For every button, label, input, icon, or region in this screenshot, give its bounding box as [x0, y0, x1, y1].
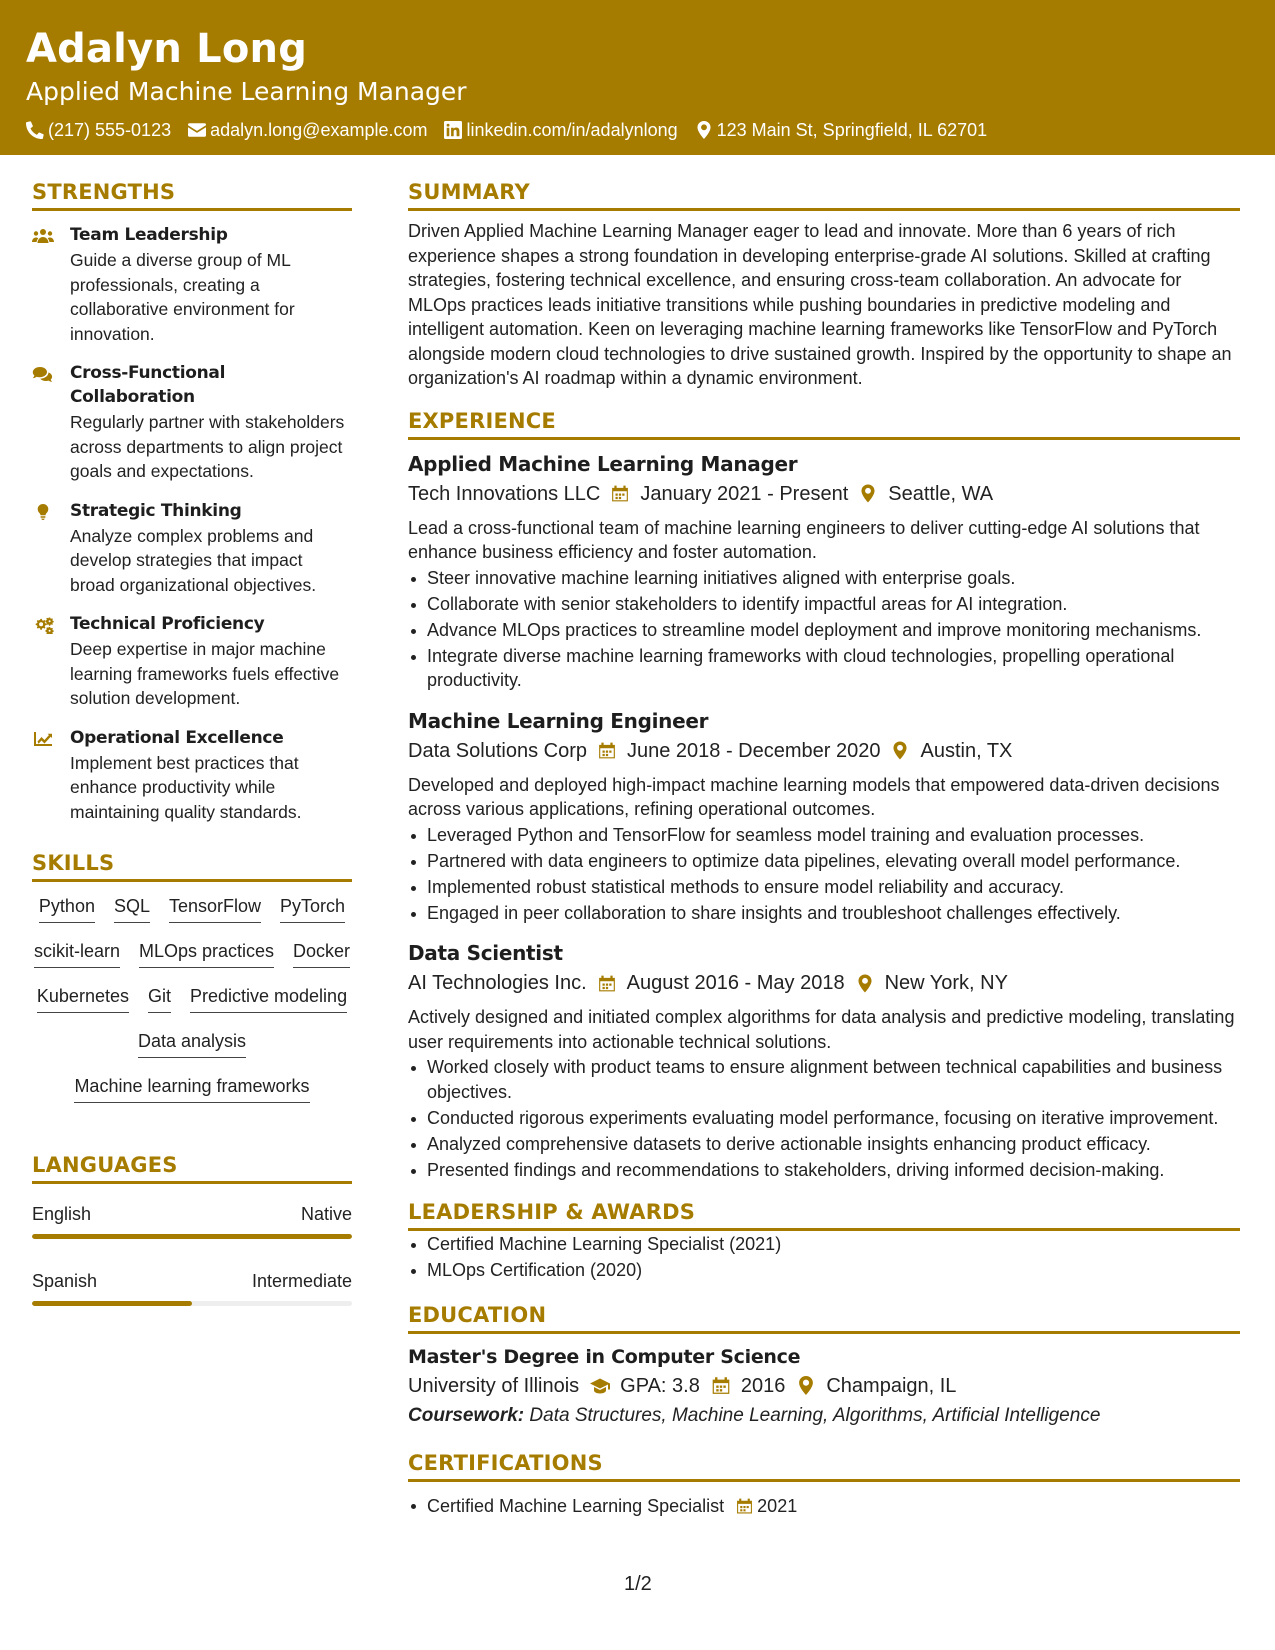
resume-header: [0, 0, 1275, 155]
job-description: Developed and deployed high-impact machine learning models that empowered data-driven decisions across various applications, refining operational outcomes.: [408, 774, 1220, 819]
job-bullets: [408, 823, 1240, 926]
strength-name: Cross-Functional Collaboration: [70, 363, 226, 407]
strength-item: [32, 612, 352, 711]
skills-heading: SKILLS: [32, 849, 352, 882]
calendar-icon: [611, 484, 629, 503]
list-item: Advance MLOps practices to streamline model deployment and improve monitoring mechanisms.: [408, 618, 1240, 643]
summary-heading: SUMMARY: [408, 178, 1240, 211]
language-name: Spanish: [32, 1271, 98, 1291]
envelope-icon: [188, 121, 206, 139]
proficiency-bar: [32, 1301, 352, 1306]
phone-text: (217) 555-0123: [48, 120, 172, 140]
job-description: Actively designed and initiated complex algorithms for data analysis and predictive modeling, translating user requirements into actionable technical solutions.: [408, 1007, 1235, 1052]
page-number: 1/2: [624, 1573, 652, 1595]
job-entry: [408, 939, 1240, 1182]
job-bullets: [408, 1055, 1240, 1182]
comments-icon: [32, 365, 54, 383]
school-name: University of Illinois: [408, 1374, 580, 1397]
strength-name: Technical Proficiency: [70, 614, 265, 634]
map-marker-icon: [856, 974, 874, 993]
list-item: Integrate diverse machine learning frameworks with cloud technologies, propelling operational productivity.: [408, 644, 1240, 693]
job-company: Data Solutions Corp: [408, 739, 587, 762]
strength-item: [32, 361, 352, 484]
job-location: New York, NY: [884, 972, 1008, 994]
job-meta: [408, 969, 1240, 997]
school-location: Champaign, IL: [826, 1374, 957, 1397]
skill-tag: SQL: [114, 894, 150, 923]
job-title: Applied Machine Learning Manager: [408, 451, 798, 476]
skill-tag: Data analysis: [138, 1029, 246, 1058]
list-item: Presented findings and recommendations to stakeholders, driving informed decision-making.: [408, 1158, 1240, 1183]
languages-heading: LANGUAGES: [32, 1151, 352, 1184]
chart-line-icon: [32, 730, 54, 748]
awards-list: [408, 1232, 1240, 1283]
email-text: adalyn.long@example.com: [210, 120, 428, 140]
list-item: Conducted rigorous experiments evaluating model performance, focusing on iterative improvement.: [408, 1106, 1240, 1131]
skill-tag: PyTorch: [280, 894, 345, 923]
strength-desc: Implement best practices that enhance productivity while maintaining quality standards.: [70, 752, 302, 822]
linkedin-contact[interactable]: [444, 118, 677, 142]
list-item: Certified Machine Learning Specialist (2021): [408, 1232, 1240, 1257]
calendar-icon: [598, 974, 616, 993]
job-meta: [408, 737, 1240, 765]
list-item: Collaborate with senior stakeholders to identify impactful areas for AI integration.: [408, 592, 1240, 617]
strength-item: [32, 499, 352, 598]
strength-desc: Guide a diverse group of ML professionals, creating a collaborative environment for innovation.: [70, 250, 295, 344]
list-item: Partnered with data engineers to optimize data pipelines, elevating overall model performance.: [408, 849, 1240, 874]
map-marker-icon: [859, 484, 877, 503]
proficiency-bar: [32, 1234, 352, 1239]
language-name: English: [32, 1204, 92, 1224]
strength-item: [32, 726, 352, 825]
users-icon: [32, 227, 54, 245]
language-item: [32, 1202, 352, 1239]
degree-title: Master's Degree in Computer Science: [408, 1345, 801, 1368]
skill-tag: Machine learning frameworks: [74, 1074, 309, 1103]
job-entry: [408, 707, 1240, 926]
certification-item: [408, 1494, 1240, 1518]
job-title: Machine Learning Engineer: [408, 708, 709, 733]
left-column: [32, 178, 352, 1306]
phone-contact[interactable]: [26, 118, 171, 142]
contact-bar: [26, 118, 1249, 142]
job-company: AI Technologies Inc.: [408, 972, 587, 994]
list-item: Worked closely with product teams to ensure alignment between technical capabilities and business objectives.: [408, 1055, 1240, 1104]
skill-tag: MLOps practices: [139, 939, 274, 968]
strength-name: Strategic Thinking: [70, 500, 242, 521]
graduation-year: 2016: [740, 1374, 786, 1397]
job-description: Lead a cross-functional team of machine learning engineers to deliver cutting-edge AI solutions that enhance business efficiency and foster automation.: [408, 517, 1200, 562]
calendar-icon: [711, 1376, 731, 1395]
email-contact[interactable]: [188, 118, 427, 142]
map-marker-icon: [695, 121, 713, 139]
coursework-label: Coursework:: [408, 1404, 525, 1426]
phone-icon: [26, 121, 44, 139]
strength-name: Operational Excellence: [70, 727, 284, 748]
strength-name: Team Leadership: [70, 225, 228, 245]
job-dates: August 2016 - May 2018: [626, 972, 845, 994]
job-dates: January 2021 - Present: [640, 482, 849, 505]
coursework: [408, 1403, 1240, 1429]
gpa-text: GPA: 3.8: [620, 1374, 700, 1397]
lightbulb-icon: [32, 503, 54, 521]
language-level: Native: [300, 1204, 352, 1224]
cogs-icon: [32, 616, 54, 634]
linkedin-text: linkedin.com/in/adalynlong: [466, 120, 678, 140]
skill-tag: Git: [148, 984, 171, 1013]
education-meta: [408, 1372, 1240, 1400]
list-item: Steer innovative machine learning initiatives aligned with enterprise goals.: [408, 566, 1240, 591]
skills-list: [32, 894, 352, 1119]
strength-desc: Analyze complex problems and develop strategies that impact broad organizational objectives.: [70, 525, 317, 595]
education-heading: EDUCATION: [408, 1301, 1240, 1334]
candidate-name: Adalyn Long: [26, 26, 308, 72]
list-item: Engaged in peer collaboration to share insights and troubleshoot challenges effectively.: [408, 901, 1240, 926]
list-item: Analyzed comprehensive datasets to derive actionable insights enhancing product efficacy.: [408, 1132, 1240, 1157]
certification-year: 2021: [757, 1495, 798, 1516]
job-location: Austin, TX: [920, 739, 1013, 762]
list-item: Implemented robust statistical methods to ensure model reliability and accuracy.: [408, 875, 1240, 900]
coursework-list: Data Structures, Machine Learning, Algorithms, Artificial Intelligence: [529, 1404, 1101, 1426]
graduation-cap-icon: [590, 1376, 610, 1395]
list-item: Leveraged Python and TensorFlow for seamless model training and evaluation processes.: [408, 823, 1240, 848]
strengths-heading: STRENGTHS: [32, 178, 352, 211]
strength-desc: Regularly partner with stakeholders across departments to align project goals and expectations.: [70, 412, 345, 481]
awards-heading: LEADERSHIP & AWARDS: [408, 1198, 1240, 1231]
skill-tag: TensorFlow: [169, 894, 261, 923]
map-marker-icon: [891, 741, 909, 760]
address-contact: [695, 118, 988, 142]
skill-tag: Predictive modeling: [190, 984, 347, 1013]
strength-desc: Deep expertise in major machine learning frameworks fuels effective solution development.: [70, 639, 340, 708]
job-company: Tech Innovations LLC: [408, 482, 601, 505]
summary-text: Driven Applied Machine Learning Manager eager to lead and innovate. More than 6 years of rich experience shapes a strong foundation in developing enterprise-grade AI solutions. Skilled at crafting strategies, fostering technical excellence, and ensuring cross-team collaboration. An advocate for MLOps practices leads initiative transitions while pushing boundaries in predictive modeling and intelligent automation. Keen on leveraging machine learning frameworks like TensorFlow and PyTorch alongside modern cloud technologies to drive sustained growth. Inspired by the opportunity to shape an organization's AI roadmap within a dynamic environment.: [408, 221, 1232, 388]
job-title: Data Scientist: [408, 941, 563, 965]
language-level: Intermediate: [251, 1271, 352, 1291]
right-column: [408, 178, 1240, 1518]
calendar-icon: [736, 1497, 753, 1515]
job-bullets: [408, 566, 1240, 693]
skill-tag: scikit-learn: [34, 939, 120, 968]
skill-tag: Python: [39, 894, 95, 923]
strength-item: [32, 223, 352, 346]
job-location: Seattle, WA: [888, 482, 994, 505]
linkedin-icon: [444, 121, 462, 139]
job-entry: [408, 450, 1240, 693]
skill-tag: Docker: [293, 939, 350, 968]
strengths-list: [32, 223, 352, 824]
certification-name: Certified Machine Learning Specialist: [427, 1495, 725, 1516]
proficiency-fill: [32, 1301, 192, 1306]
address-text: 123 Main St, Springfield, IL 62701: [716, 120, 988, 140]
skill-tag: Kubernetes: [37, 984, 129, 1013]
job-meta: [408, 480, 1240, 508]
proficiency-fill: [32, 1234, 352, 1239]
calendar-icon: [598, 741, 616, 760]
experience-heading: EXPERIENCE: [408, 407, 1240, 440]
job-dates: June 2018 - December 2020: [626, 739, 881, 762]
map-marker-icon: [796, 1376, 816, 1395]
language-item: [32, 1269, 352, 1306]
education-entry: [408, 1344, 1240, 1429]
candidate-title: Applied Machine Learning Manager: [26, 77, 467, 106]
certifications-heading: CERTIFICATIONS: [408, 1449, 1240, 1482]
list-item: MLOps Certification (2020): [408, 1258, 1240, 1283]
